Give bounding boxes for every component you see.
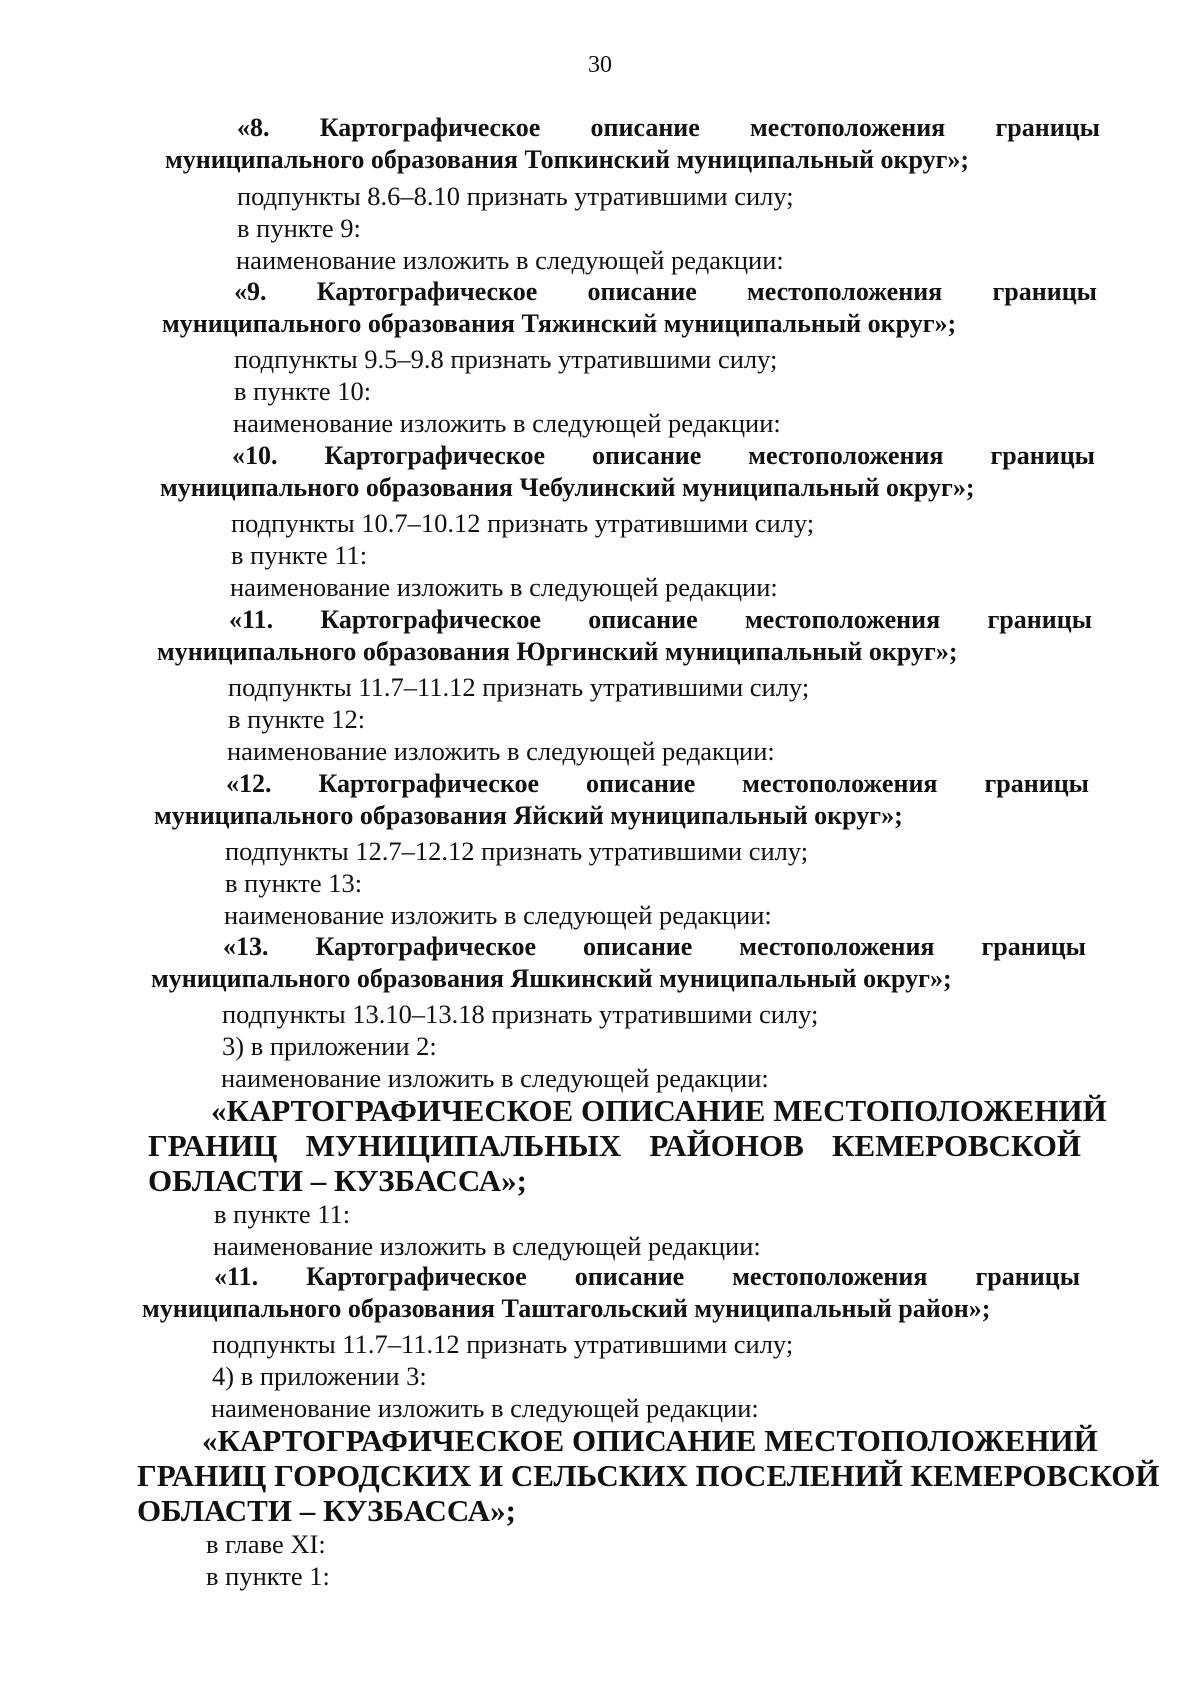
heading-line-1: «10. Картографическое описание местоположения границы: [232, 441, 1095, 470]
heading-line-1: «11. Картографическое описание местоположения границы: [229, 605, 1092, 634]
heading-line-2: муниципального образования Яшкинский муниципальный округ»;: [151, 964, 952, 993]
caps-title-line-2: ГРАНИЦ ГОРОДСКИХ И СЕЛЬСКИХ ПОСЕЛЕНИЙ КЕМЕРОВСКОЙ: [137, 1458, 1160, 1493]
paragraph-line: наименование изложить в следующей редакции:: [230, 572, 778, 602]
caps-title-line-2: ГРАНИЦ МУНИЦИПАЛЬНЫХ РАЙОНОВ КЕМЕРОВСКОЙ: [148, 1128, 1081, 1163]
heading-line-2: муниципального образования Яйский муниципальный округ»;: [154, 801, 903, 830]
paragraph-line: подпункты 13.10–13.18 признать утратившими силу;: [222, 999, 819, 1029]
heading-line-1: «13. Картографическое описание местоположения границы: [223, 932, 1086, 961]
paragraph-line: в пункте 11:: [214, 1199, 351, 1229]
paragraph-line: 4) в приложении 3:: [212, 1361, 427, 1391]
heading-line-2: муниципального образования Чебулинский муниципальный округ»;: [160, 473, 975, 502]
paragraph-line: в главе XI:: [206, 1529, 326, 1559]
heading-line-1: «8. Картографическое описание местоположения границы: [237, 113, 1100, 142]
appendix-3-title: [137, 1423, 1160, 1528]
paragraph-line: подпункты 11.7–11.12 признать утратившими силу;: [228, 672, 810, 702]
paragraph-line: в пункте 9:: [237, 213, 361, 243]
heading-line-2: муниципального образования Топкинский муниципальный округ»;: [165, 145, 970, 174]
paragraph-line: подпункты 9.5–9.8 признать утратившими силу;: [234, 344, 778, 374]
caps-title-line-1: «КАРТОГРАФИЧЕСКОЕ ОПИСАНИЕ МЕСТОПОЛОЖЕНИЙ: [211, 1093, 1107, 1128]
paragraph-line: подпункты 8.6–8.10 признать утратившими силу;: [237, 181, 794, 211]
paragraph-line: наименование изложить в следующей редакции:: [213, 1231, 761, 1261]
paragraph-line: наименование изложить в следующей редакции:: [227, 736, 775, 766]
heading-line-1: «11. Картографическое описание местоположения границы: [214, 1262, 1080, 1291]
heading-line-1: «9. Картографическое описание местоположения границы: [234, 277, 1097, 306]
paragraph-line: наименование изложить в следующей редакции:: [233, 408, 781, 438]
caps-title-line-3: ОБЛАСТИ – КУЗБАССА»;: [148, 1163, 527, 1198]
heading-line-1: «12. Картографическое описание местоположения границы: [226, 769, 1089, 798]
paragraph-line: подпункты 10.7–10.12 признать утратившими силу;: [231, 508, 815, 538]
page-number: 30: [588, 52, 612, 78]
paragraph-line: наименование изложить в следующей редакции:: [224, 900, 772, 930]
paragraph-line: в пункте 1:: [206, 1561, 330, 1591]
paragraph-line: 3) в приложении 2:: [222, 1031, 437, 1061]
heading-item-11: [157, 604, 1092, 668]
heading-item-8: [165, 112, 1100, 176]
paragraph-line: наименование изложить в следующей редакции:: [221, 1063, 769, 1093]
heading-line-2: муниципального образования Юргинский муниципальный округ»;: [157, 637, 958, 666]
paragraph-line: в пункте 12:: [228, 704, 366, 734]
appendix-2-title: [148, 1093, 1107, 1198]
heading-item-9: [162, 276, 1097, 340]
heading-item-10: [160, 440, 1095, 504]
paragraph-line: в пункте 13:: [225, 868, 363, 898]
paragraph-line: подпункты 12.7–12.12 признать утратившими силу;: [225, 836, 809, 866]
heading-item-13: [151, 931, 1086, 995]
heading-line-2: муниципального образования Таштагольский муниципальный район»;: [142, 1294, 991, 1323]
paragraph-line: наименование изложить в следующей редакции:: [211, 1393, 759, 1423]
paragraph-line: подпункты 11.7–11.12 признать утратившими силу;: [212, 1329, 794, 1359]
heading-appendix-2-item-11: [142, 1261, 1080, 1325]
heading-item-12: [154, 768, 1089, 832]
paragraph-line: наименование изложить в следующей редакции:: [236, 245, 784, 275]
paragraph-line: в пункте 11:: [231, 540, 368, 570]
caps-title-line-3: ОБЛАСТИ – КУЗБАССА»;: [137, 1493, 516, 1528]
caps-title-line-1: «КАРТОГРАФИЧЕСКОЕ ОПИСАНИЕ МЕСТОПОЛОЖЕНИЙ: [202, 1423, 1098, 1458]
paragraph-line: в пункте 10:: [234, 376, 372, 406]
heading-line-2: муниципального образования Тяжинский муниципальный округ»;: [162, 309, 957, 338]
